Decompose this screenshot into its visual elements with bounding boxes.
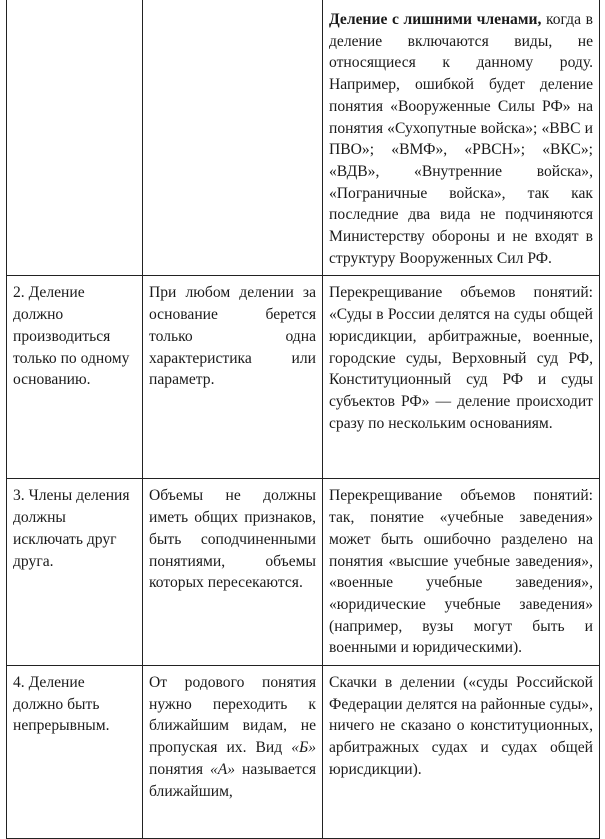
explanation-cell: Объемы не должны иметь общих признаков, быть соподчиненными понятиями, объемы которых пересекаются. [143, 479, 323, 666]
table-row [7, 479, 600, 666]
error-description: когда в деление включаются виды, не относящиеся к данному роду. Например, ошибкой будет деление понятия «Вооруженные Силы РФ» на понятия «Сухопутные войска»; «ВВС и ПВО»; «ВМФ», «РВСН»; «ВКС»; «ВДВ», «Внутренние войска», «Пограничные войска», так как последние два вида не подчиняются Министерству обороны и не входят в структуру Вооруженных Сил РФ. [329, 11, 594, 267]
error-example-cell: Перекрещивание объемов понятий: «Суды в России делятся на суды общей юрисдикции, арбитражные, военные, городские суды, Верховный суд РФ, Конституционный суд РФ и суды субъектов РФ» — деление происходит сразу по нескольким основаниям. [323, 276, 600, 479]
explanation-cell: При любом делении за основание берется только одна характеристика или параметр. [143, 276, 323, 479]
error-term: Деление с лишними членами, [329, 11, 542, 28]
explanation-cell [143, 666, 323, 839]
explanation-text: От родового понятия нужно переходить к ближайшим видам, не пропуская их. Вид [149, 674, 316, 757]
division-rules-table [6, 0, 600, 839]
concept-a-label: «А» [209, 760, 236, 778]
rule-cell: 4. Деление должно быть непрерывным. [7, 666, 143, 839]
rule-cell: 3. Члены деления должны исключать друг друга. [7, 479, 143, 666]
rule-cell: 2. Деление должно производиться только по одному основанию. [7, 276, 143, 479]
table-row [7, 276, 600, 479]
explanation-cell [143, 0, 323, 276]
rule-cell [7, 0, 143, 276]
error-example-cell: Скачки в делении («суды Российской Федерации делятся на районные суды», ничего не сказано о конституционных, арбитражных судах и судах общей юрисдикции). [323, 666, 600, 839]
species-b-label: «Б» [291, 739, 316, 757]
error-example-cell [323, 0, 600, 276]
error-example-cell: Перекрещивание объемов понятий: так, понятие «учебные заведения» может быть ошибочно разделено на понятия «высшие учебные заведения», «военные учебные заведения», «юридические учебные заведения» (например, вузы могут быть и военными и юридическими). [323, 479, 600, 666]
table-row [7, 0, 600, 276]
explanation-text: понятия [149, 760, 210, 778]
explanation-text: называется ближайшим, [149, 760, 317, 800]
table-row [7, 666, 600, 839]
